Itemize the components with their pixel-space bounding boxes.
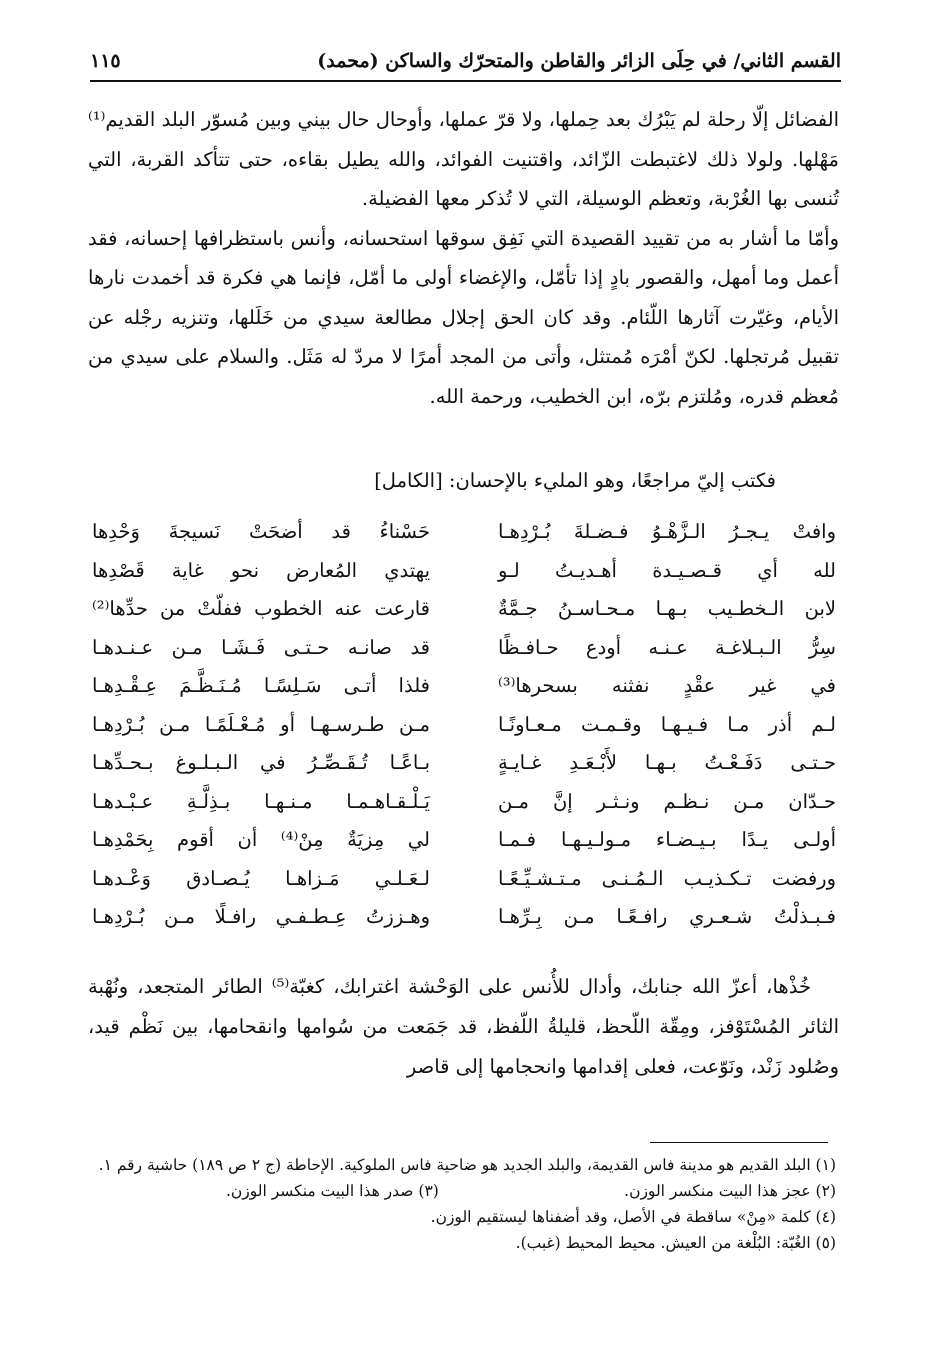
poem-introduction: فكتب إليّ مراجعًا، وهو المليء بالإحسان: [الكامل] xyxy=(374,469,776,492)
verse-second-hemistich: لـعَـلـي مَـزاهـا يُـصـادق وَعْـدهـا xyxy=(92,866,430,890)
page-number: ١١٥ xyxy=(90,50,121,72)
verse-first-hemistich: سِرُّ الـبـلاغـة عـنـه أودع حـافـظًا xyxy=(498,635,836,659)
verse-first-hemistich: لله أي قـصـيـدة أهـديـتُ لـو xyxy=(498,558,836,582)
footnotes xyxy=(92,1152,836,1256)
verse-first-hemistich: وافتْ يـجـرُ الـزَّهْـوُ فـضـلةَ بُـرْدِهـا xyxy=(498,520,836,543)
poem-verse xyxy=(92,520,836,559)
verse-second-hemistich: وهـززتُ عِـطـفـي رافـلًا مـن بُـرْدِهـا xyxy=(92,905,430,928)
verse-first-hemistich: حـتـى دَفَـعْـتُ بـهـا لأَبْـعَـدِ غـايـةٍ xyxy=(498,751,836,774)
poem-verse xyxy=(92,674,836,713)
running-header xyxy=(90,44,841,82)
verse-second-hemistich: بـاعًـا تُـقَـصِّـرُ في الـبـلـوغ بـحـدِّهـا xyxy=(92,751,430,774)
verse-first-hemistich: حـدّان مـن نـظـم ونـثـر إنَّ مـن xyxy=(498,789,836,813)
footnote: (١) البلد القديم هو مدينة فاس القديمة، والبلد الجديد هو ضاحية فاس الملوكية. الإحاطة (ج ٢ ص ١٨٩) حاشية رقم ١. xyxy=(98,1156,836,1174)
footnote-row xyxy=(226,1178,836,1204)
poem xyxy=(92,520,836,944)
verse-first-hemistich: أولـى يـدًا بـيـضـاء مـولـيـهـا فـمـا xyxy=(498,828,836,851)
poem-verse xyxy=(92,790,836,829)
poem-verse xyxy=(92,636,836,675)
poem-verse xyxy=(92,867,836,906)
body-paragraph: خُذْها، أعزّ الله جنابك، وأدال للأُنس على الوَحْشة اغترابك، كغبّة⁽⁵⁾ الطائر المتجعد، ونُهْبة الثائر المُسْتَوْفز، ومِقّة اللّحظ، قليلةُ اللّفظ، قد جَمَعت من سُوامها وانقحامها، بين نَظْم قيد، وصُلود زَنْد، ونَوّعت، فعلى إقدامها وانحجامها إلى قاصر xyxy=(88,975,839,1078)
verse-first-hemistich: لـم أذر مـا فـيـهـا وقـمـت مـعـاونًـا xyxy=(498,712,836,736)
poem-verse xyxy=(92,559,836,598)
verse-second-hemistich: يَـلْـقـاهـمـا مـنـهـا بـذِلَّـةِ عـبْـدهـا xyxy=(92,789,430,813)
verse-second-hemistich: مـن طـرسـهـا أو مُـعْـلَمًـا مـن بُـرْدِهـا xyxy=(92,712,430,736)
header-title: القسم الثاني/ في حِلَى الزائر والقاطن والمتحرّك والساكن (محمد) xyxy=(317,50,841,72)
verse-second-hemistich: قد صانـه حـتـى فَـشَـا مـن عـنـدهـا xyxy=(92,635,430,659)
verse-second-hemistich: لي مِزيَةٌ مِنْ⁽⁴⁾ أن أقوم بِحَمْدِهـا xyxy=(92,828,430,851)
footnote: (٣) صدر هذا البيت منكسر الوزن. xyxy=(226,1182,439,1200)
poem-verse xyxy=(92,713,836,752)
closing-text xyxy=(88,967,839,1087)
poem-verse xyxy=(92,905,836,944)
verse-first-hemistich: فـبـذلْتُ شـعـري رافـعًـا مـن بِـرِّهـا xyxy=(498,905,836,928)
footnote: (٤) كلمة «مِنْ» ساقطة في الأصل، وقد أضفناها ليستقيم الوزن. xyxy=(430,1208,836,1226)
verse-second-hemistich: حَسْناءُ قد أضحَتْ نَسيجةَ وَحْدِها xyxy=(92,520,430,543)
verse-first-hemistich: لابن الـخطـيب بـهـا مـحـاسـنُ جـمَّةٌ xyxy=(498,597,836,620)
footnote: (٢) عجز هذا البيت منكسر الوزن. xyxy=(624,1182,836,1200)
verse-second-hemistich: يهتدي المُعارض نحو غاية قَصْدِها xyxy=(92,558,430,582)
footnote: (٥) الغُبّة: البُلْغة من العيش. محيط المحيط (غبب). xyxy=(515,1234,836,1252)
poem-verse xyxy=(92,828,836,867)
body-paragraph: الفضائل إلّا رحلة لم يَبْرُك بعد حِملها، ولا قرّ عملها، وأوحال حال بيني وبين مُسوّر البلد القديم⁽¹⁾ مَهْلها. ولولا ذلك لاغتبطت الزّائد، واقتنيت الفوائد، والله يطيل بقاءه، حتى تتأكد القربة، التي تُنسى بها الغُرْبة، وتعظم الوسيلة، التي لا تُذكر معها الفضيلة. xyxy=(88,108,839,210)
footnote-separator xyxy=(650,1142,828,1143)
body-text xyxy=(88,100,839,416)
poem-verse xyxy=(92,597,836,636)
verse-second-hemistich: قارعت عنه الخطوب ففلّتْ من حدِّها⁽²⁾ xyxy=(92,597,430,620)
poem-verse xyxy=(92,751,836,790)
verse-first-hemistich: ورفضت تـكـذيـب الـمُـنـى مـتـشـيِّـعًـا xyxy=(498,866,836,890)
body-paragraph: وأمّا ما أشار به من تقييد القصيدة التي نَفِق سوقها استحسانه، وأنس باستظرافها إحسانه، فقد أعمل وما أمهل، والقصور بادٍ إذا تأمّل، والإغضاء أولى ما أمّل، فإنما هي فكرة قد أخمدت نارها الأيام، وغيّرت آثارها اللّئام. وقد كان الحق إجلال مطالعة سيدي من خَلَلها، وتنزيه رجْله عن تقبيل مُرتجلها. لكنّ أمْرَه مُمتثل، وأتى من المجد أمرًا لا مردّ له مَثَل. والسلام على سيدي من مُعظم قدره، ومُلتزم برّه، ابن الخطيب، ورحمة الله. xyxy=(88,226,839,408)
verse-second-hemistich: فلذا أتـى سَـلِسًـا مُـنَـظَّـمَ عِـقْـدِهـا xyxy=(92,674,430,697)
verse-first-hemistich: في غير عقْدٍ نفثنه بسحرها⁽³⁾ xyxy=(498,674,836,697)
